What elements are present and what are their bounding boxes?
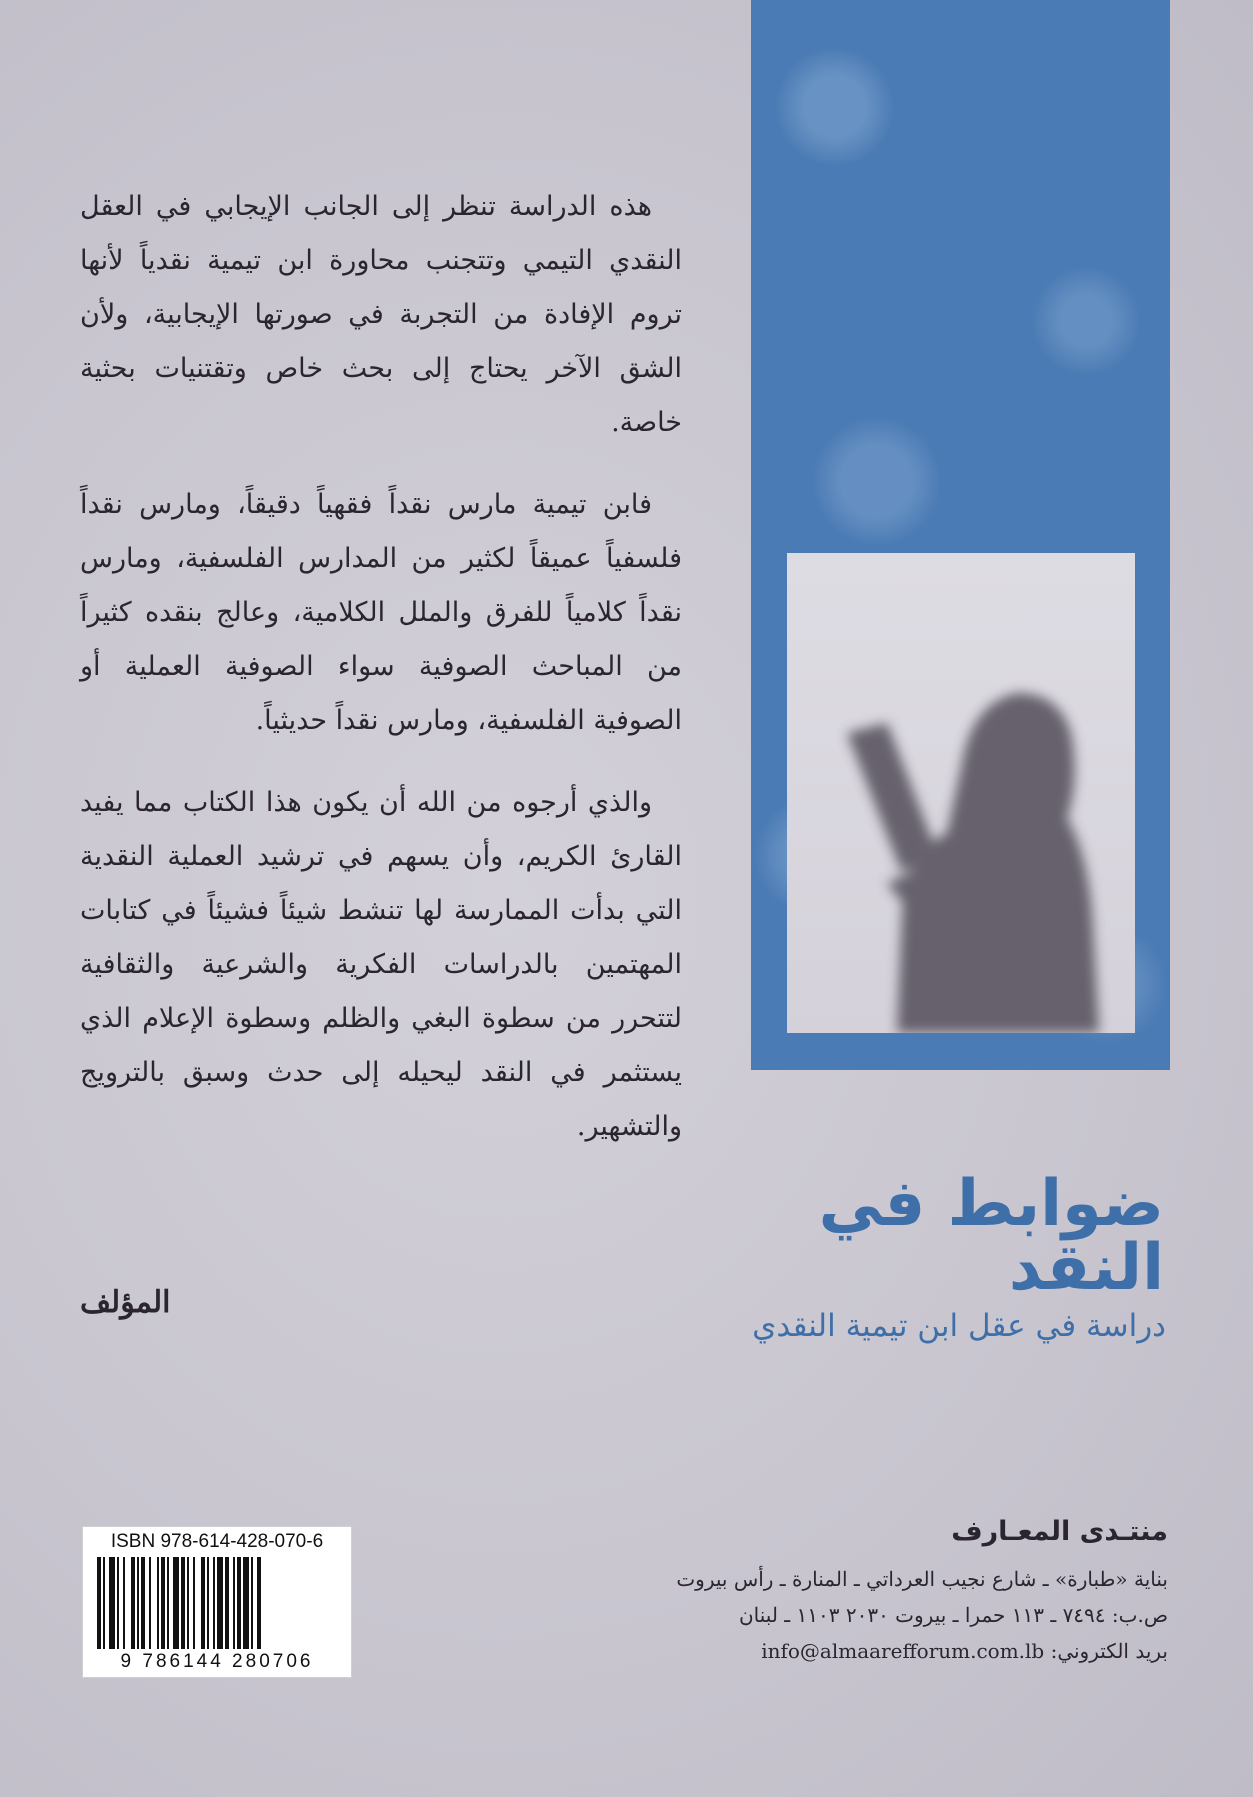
book-subtitle: دراسة في عقل ابن تيمية النقدي bbox=[752, 1308, 1166, 1344]
publisher-address-2: ص.ب: ٧٤٩٤ ـ ١١٣ حمرا ـ بيروت ٢٠٣٠ ١١٠٣ ـ لبنان bbox=[738, 1603, 1168, 1627]
blurb-paragraph: هذه الدراسة تنظر إلى الجانب الإيجابي في العقل النقدي التيمي وتتجنب محاورة ابن تيمية نقدياً لأنها تروم الإفادة من التجربة في صورتها الإيجابية، ولأن الشق الآخر يحتاج إلى بحث خاص وتقتنيات بحثية خاصة. bbox=[80, 191, 682, 438]
book-title: ضوابط في النقد bbox=[818, 1167, 1164, 1305]
publisher-info bbox=[650, 1516, 1168, 1669]
isbn-label: ISBN 978-614-428-070-6 bbox=[110, 1531, 324, 1552]
publisher-email: بريد الكتروني: info@almaarefforum.com.lb bbox=[761, 1639, 1168, 1663]
barcode-digits: 9 786144 280706 bbox=[120, 1651, 314, 1672]
blurb-paragraph: والذي أرجوه من الله أن يكون هذا الكتاب مما يفيد القارئ الكريم، وأن يسهم في ترشيد العملية النقدية التي بدأت الممارسة لها تنشط شيئاً فشيئاً في كتابات المهتمين بالدراسات الفكرية والشرعية والثقافية لتتحرر من سطوة البغي والظلم وسطوة الإعلام الذي يستثمر في النقد ليحيله إلى حدث وسبق بالترويج والتشهير. bbox=[80, 787, 682, 1142]
author-signature: المؤلف bbox=[80, 1285, 171, 1320]
isbn-barcode bbox=[82, 1526, 352, 1678]
publisher-name: منتـدى المعـارف bbox=[951, 1516, 1168, 1547]
publisher-address-1: بناية «طبارة» ـ شارع نجيب العرداتي ـ المنارة ـ رأس بيروت bbox=[676, 1567, 1168, 1591]
blurb-paragraph: فابن تيمية مارس نقداً فقهياً دقيقاً، ومارس نقداً فلسفياً عميقاً لكثير من المدارس الفلسفية، ومارس نقداً كلامياً للفرق والملل الكلامية، وعالج بنقده كثيراً من المباحث الصوفية سواء الصوفية العملية أو الصوفية الفلسفية، ومارس نقداً حديثياً. bbox=[80, 489, 682, 736]
reading-figure-silhouette-icon bbox=[787, 553, 1135, 1033]
silhouette-photo bbox=[787, 553, 1135, 1033]
back-cover-blurb bbox=[80, 180, 682, 1182]
